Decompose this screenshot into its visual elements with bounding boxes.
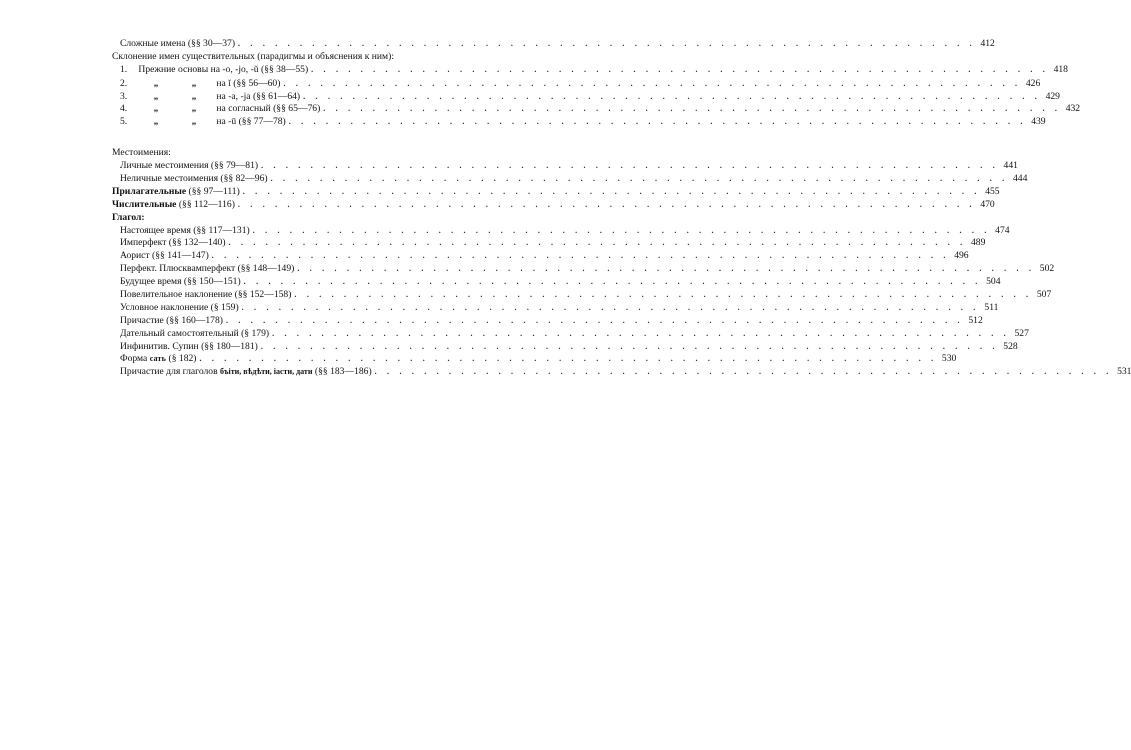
dot-leader: . . . . . . . . . . . . . . . . . . . . . . . . . . . . . . . . . . . . . . . . . . . . . . . . . . . . . . . . . . . . bbox=[241, 302, 980, 312]
toc-entry-declension-3[interactable] bbox=[112, 90, 1060, 103]
toc-page-number: 502 bbox=[1039, 263, 1055, 275]
dot-leader: . . . . . . . . . . . . . . . . . . . . . . . . . . . . . . . . . . . . . . . . . . . . . . . . . . . . . . . . . . . . bbox=[294, 290, 1033, 300]
toc-page-number: 531 bbox=[1117, 366, 1131, 378]
toc-page-number: 455 bbox=[985, 185, 1000, 197]
dot-leader: . . . . . . . . . . . . . . . . . . . . . . . . . . . . . . . . . . . . . . . . . . . . . . . . . . . . . . . . . . . . bbox=[297, 264, 1036, 274]
toc-entry-future-tense[interactable] bbox=[112, 276, 1001, 289]
toc-entry-label: Имперфект (§§ 132—140) bbox=[120, 237, 226, 249]
toc-page-number: 530 bbox=[941, 353, 957, 365]
dot-leader: . . . . . . . . . . . . . . . . . . . . . . . . . . . . . . . . . . . . . . . . . . . . . . . . . . . . . . . . . . . . bbox=[238, 39, 976, 48]
toc-heading-label: Глагол: bbox=[112, 211, 145, 223]
table-of-contents bbox=[112, 38, 1131, 379]
dot-leader: . . . . . . . . . . . . . . . . . . . . . . . . . . . . . . . . . . . . . . . . . . . . . . . . . . . . . . . . . . . . bbox=[303, 91, 1041, 101]
dot-leader: . . . . . . . . . . . . . . . . . . . . . . . . . . . . . . . . . . . . . . . . . . . . . . . . . . . . . . . . . . . . bbox=[252, 225, 991, 235]
toc-entry-range: (§§ 183—186) bbox=[314, 366, 372, 378]
toc-page-number: 528 bbox=[1003, 340, 1018, 352]
toc-entry-oldslavic-words: бъіти, вѣдѣти, іасти, дати bbox=[220, 367, 313, 377]
dot-leader: . . . . . . . . . . . . . . . . . . . . . . . . . . . . . . . . . . . . . . . . . . . . . . . . . . . . . . . . . . . . bbox=[199, 354, 938, 364]
toc-entry-declension-1[interactable] bbox=[112, 63, 1068, 77]
toc-entry-label: Причастие (§§ 160—178) bbox=[120, 314, 223, 326]
toc-page-number: 527 bbox=[1014, 327, 1029, 339]
toc-entry-present-tense[interactable] bbox=[112, 224, 1010, 238]
toc-page-number: 474 bbox=[995, 224, 1010, 236]
toc-entry-declension-4[interactable] bbox=[112, 102, 1081, 115]
dot-leader: . . . . . . . . . . . . . . . . . . . . . . . . . . . . . . . . . . . . . . . . . . . . . . . . . . . . . . . . . . . . bbox=[243, 277, 982, 287]
toc-entry-label: Повелительное наклонение (§§ 152—158) bbox=[120, 289, 292, 301]
toc-entry-label: Сложные имена (§§ 30—37) bbox=[120, 38, 236, 49]
toc-page-number: 511 bbox=[984, 301, 999, 313]
toc-entry-range: (§§ 112—116) bbox=[178, 198, 235, 210]
toc-entry-label: Инфинитив. Супин (§§ 180—181) bbox=[120, 340, 258, 352]
toc-item-number: 3. bbox=[120, 90, 128, 102]
toc-entry-range: (§§ 97—111) bbox=[188, 185, 240, 197]
dot-leader: . . . . . . . . . . . . . . . . . . . . . . . . . . . . . . . . . . . . . . . . . . . . . . . . . . . . . . . . . . . . bbox=[283, 78, 1022, 88]
toc-entry-declension-5[interactable] bbox=[112, 115, 1046, 128]
toc-entry-participle[interactable] bbox=[112, 314, 983, 328]
toc-page-number: 441 bbox=[1003, 160, 1018, 172]
toc-entry-prefix: Форма bbox=[120, 353, 148, 365]
toc-entry-label: Числительные bbox=[112, 198, 177, 210]
toc-item-text: на -a, -ja (§§ 61—64) bbox=[216, 90, 301, 102]
toc-page-number: 432 bbox=[1065, 103, 1081, 115]
dot-leader: . . . . . . . . . . . . . . . . . . . . . . . . . . . . . . . . . . . . . . . . . . . . . . . . . . . . . . . . . . . . bbox=[272, 328, 1010, 338]
toc-entry-imperfect[interactable] bbox=[112, 237, 986, 250]
toc-heading-pronouns bbox=[112, 147, 486, 160]
toc-entry-range: (§ 182) bbox=[168, 353, 197, 365]
toc-entry-numerals[interactable] bbox=[112, 198, 995, 212]
toc-heading-noun-declension bbox=[112, 51, 486, 64]
toc-entry-compound-names[interactable] bbox=[112, 38, 995, 51]
toc-entry-label: Условное наклонение (§ 159) bbox=[120, 301, 239, 313]
dot-leader: . . . . . . . . . . . . . . . . . . . . . . . . . . . . . . . . . . . . . . . . . . . . . . . . . . . . . . . . . . . . bbox=[311, 64, 1049, 74]
toc-page-number: 512 bbox=[968, 314, 983, 326]
dot-leader: . . . . . . . . . . . . . . . . . . . . . . . . . . . . . . . . . . . . . . . . . . . . . . . . . . . . . . . . . . . . bbox=[225, 315, 964, 325]
toc-entry-dative-absolute[interactable] bbox=[112, 327, 1029, 341]
toc-heading-label: Местоимения: bbox=[112, 147, 171, 159]
toc-entry-label: Перфект. Плюсквамперфект (§§ 148—149) bbox=[120, 263, 295, 275]
toc-heading-verb bbox=[112, 212, 486, 225]
ditto-marks: „ „ bbox=[153, 90, 197, 101]
ditto-marks: „ „ bbox=[153, 116, 197, 127]
toc-page-number: 412 bbox=[980, 38, 995, 49]
toc-entry-perfect[interactable] bbox=[112, 263, 1055, 276]
dot-leader: . . . . . . . . . . . . . . . . . . . . . . . . . . . . . . . . . . . . . . . . . . . . . . . . . . . . . . . . . . . . bbox=[228, 238, 967, 248]
toc-page-number: 504 bbox=[986, 276, 1001, 288]
toc-item-text: на ĭ (§§ 56—60) bbox=[216, 77, 281, 89]
toc-entry-label: Прилагательные bbox=[112, 185, 187, 197]
toc-page-number: 507 bbox=[1036, 289, 1052, 301]
toc-entry-label: Будущее время (§§ 150—151) bbox=[120, 276, 241, 288]
toc-entry-label: Настоящее время (§§ 117—131) bbox=[120, 224, 250, 236]
toc-entry-label: Дательный самостоятельный (§ 179) bbox=[120, 327, 270, 339]
toc-entry-form-sat[interactable] bbox=[112, 353, 957, 366]
dot-leader: . . . . . . . . . . . . . . . . . . . . . . . . . . . . . . . . . . . . . . . . . . . . . . . . . . . . . . . . . . . . bbox=[211, 251, 950, 261]
dot-leader: . . . . . . . . . . . . . . . . . . . . . . . . . . . . . . . . . . . . . . . . . . . . . . . . . . . . . . . . . . . . bbox=[323, 104, 1062, 114]
toc-entry-prefix: Причастие для глаголов bbox=[120, 366, 218, 378]
dot-leader: . . . . . . . . . . . . . . . . . . . . . . . . . . . . . . . . . . . . . . . . . . . . . . . . . . . . . . . . . . . . bbox=[260, 341, 999, 351]
toc-entry-aorist[interactable] bbox=[112, 250, 969, 263]
dot-leader: . . . . . . . . . . . . . . . . . . . . . . . . . . . . . . . . . . . . . . . . . . . . . . . . . . . . . . . . . . . . bbox=[237, 199, 976, 209]
ditto-marks: „ „ bbox=[153, 77, 197, 88]
toc-page-number: 496 bbox=[954, 250, 969, 262]
toc-entry-label: Аорист (§§ 141—147) bbox=[120, 250, 209, 262]
toc-entry-nonpersonal-pronouns[interactable] bbox=[112, 173, 1028, 186]
toc-item-text: на -ū (§§ 77—78) bbox=[216, 116, 286, 128]
dot-leader: . . . . . . . . . . . . . . . . . . . . . . . . . . . . . . . . . . . . . . . . . . . . . . . . . . . . . . . . . . . . bbox=[242, 186, 981, 196]
toc-page-number: 418 bbox=[1053, 63, 1068, 75]
toc-item-number: 1. bbox=[120, 63, 128, 75]
toc-entry-oldslavic-word: сать bbox=[149, 354, 167, 364]
toc-page-number: 444 bbox=[1013, 173, 1028, 185]
toc-heading-label: Склонение имен существительных (парадигмы и объяснения к ним): bbox=[112, 50, 394, 62]
toc-entry-declension-2[interactable] bbox=[112, 77, 1041, 90]
toc-page-number: 429 bbox=[1045, 90, 1060, 102]
toc-item-number: 2. bbox=[120, 77, 128, 89]
toc-page-number: 489 bbox=[970, 237, 986, 249]
toc-item-number: 4. bbox=[120, 103, 128, 115]
toc-entry-personal-pronouns[interactable] bbox=[112, 160, 1018, 173]
toc-entry-participle-special[interactable] bbox=[112, 366, 1131, 379]
dot-leader: . . . . . . . . . . . . . . . . . . . . . . . . . . . . . . . . . . . . . . . . . . . . . . . . . . . . . . . . . . . . bbox=[288, 117, 1027, 127]
toc-item-text: на -o, -jo, -ŭ (§§ 38—55) bbox=[210, 63, 309, 75]
ditto-marks: „ „ bbox=[153, 103, 197, 114]
toc-entry-label: Неличные местоимения (§§ 82—96) bbox=[120, 173, 268, 185]
toc-item-prefix: Прежние основы bbox=[138, 63, 209, 75]
dot-leader: . . . . . . . . . . . . . . . . . . . . . . . . . . . . . . . . . . . . . . . . . . . . . . . . . . . . . . . . . . . . bbox=[374, 367, 1113, 377]
toc-entry-imperative[interactable] bbox=[112, 289, 1052, 302]
toc-entry-conditional[interactable] bbox=[112, 301, 999, 315]
toc-entry-label: Личные местоимения (§§ 79—81) bbox=[120, 160, 259, 172]
toc-page-number: 439 bbox=[1031, 116, 1046, 128]
toc-item-number: 5. bbox=[120, 116, 128, 128]
dot-leader: . . . . . . . . . . . . . . . . . . . . . . . . . . . . . . . . . . . . . . . . . . . . . . . . . . . . . . . . . . . . bbox=[261, 161, 999, 171]
toc-page-number: 426 bbox=[1025, 77, 1041, 89]
toc-entry-adjectives[interactable] bbox=[112, 185, 1000, 199]
toc-page-number: 470 bbox=[980, 198, 995, 210]
toc-entry-infinitive[interactable] bbox=[112, 340, 1018, 354]
dot-leader: . . . . . . . . . . . . . . . . . . . . . . . . . . . . . . . . . . . . . . . . . . . . . . . . . . . . . . . . . . . . bbox=[270, 174, 1009, 184]
toc-item-text: на согласный (§§ 65—76) bbox=[216, 103, 321, 115]
